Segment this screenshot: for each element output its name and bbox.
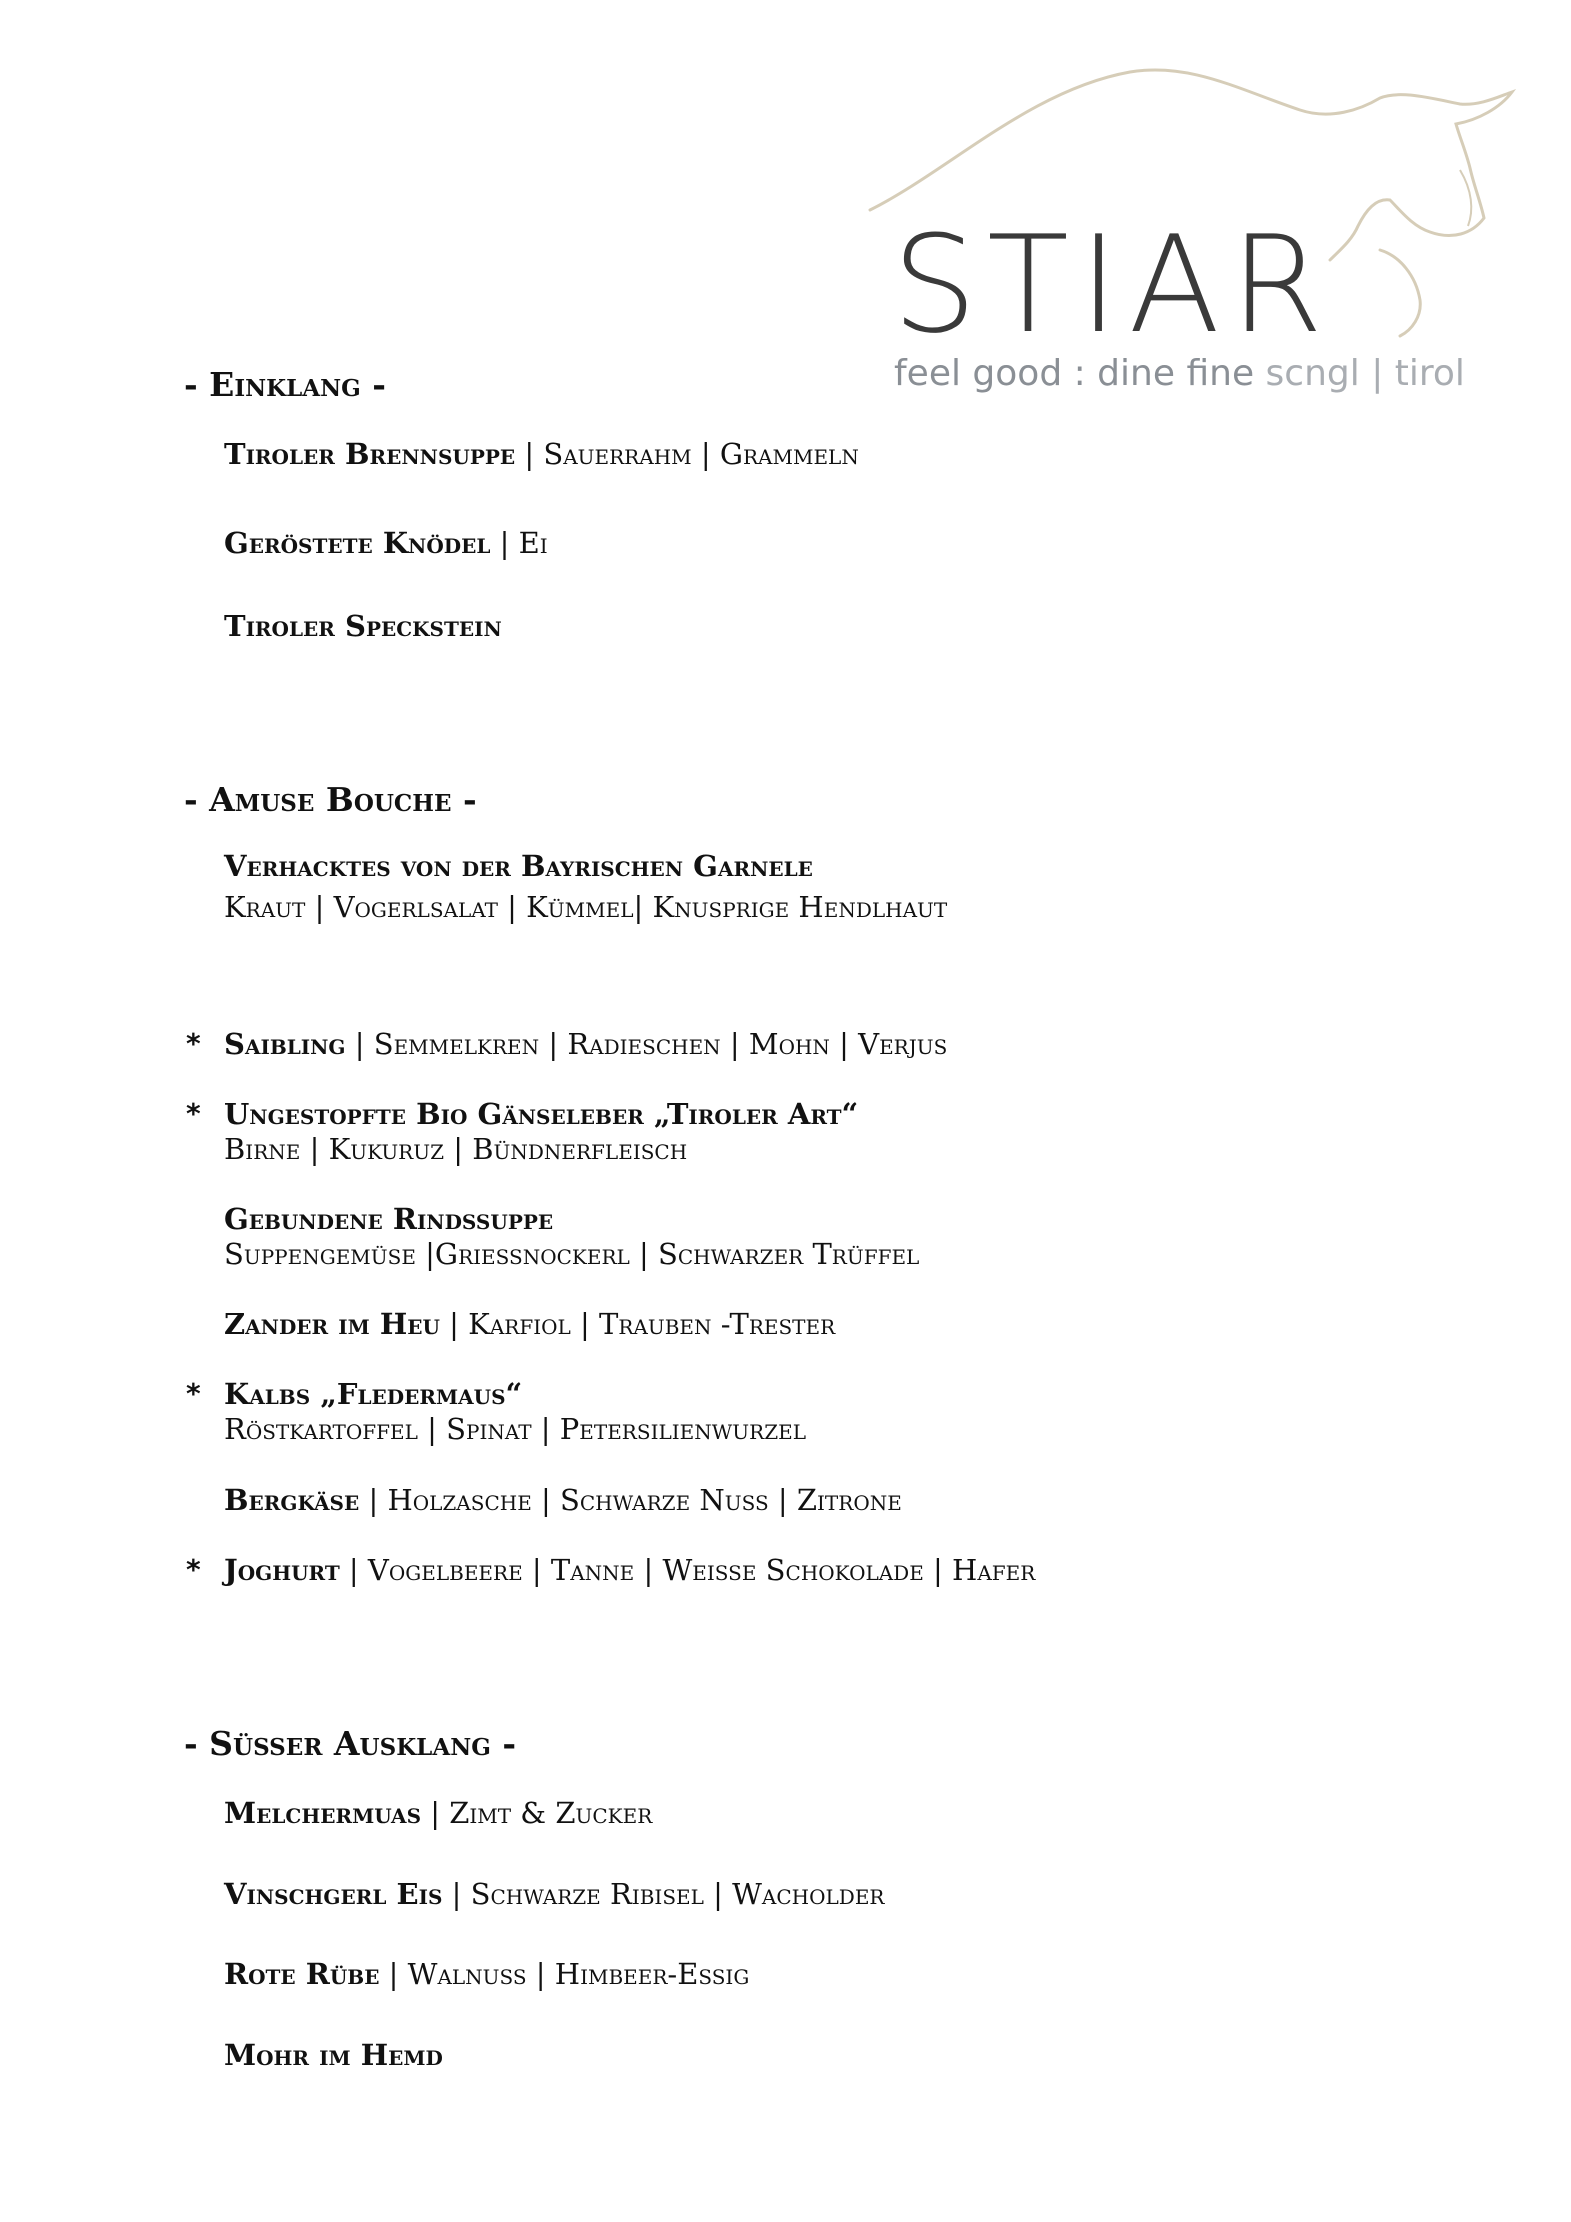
star-marker: * bbox=[186, 1377, 201, 1410]
menu-item-description: Kraut | Vogerlsalat | Kümmel| Knusprige Hendlhaut bbox=[224, 890, 948, 924]
star-marker: * bbox=[186, 1097, 201, 1130]
menu-item-title: Verhacktes von der Bayrischen Garnele bbox=[224, 849, 813, 883]
menu-item: Melchermuas | Zimt & Zucker bbox=[224, 1796, 653, 1830]
menu-item-description: Röstkartoffel | Spinat | Petersilienwurzel bbox=[224, 1412, 806, 1446]
menu-item: Mohr im Hemd bbox=[224, 2038, 443, 2072]
star-marker: * bbox=[186, 1027, 201, 1060]
star-marker: * bbox=[186, 1553, 201, 1586]
menu-item-description: Birne | Kukuruz | Bündnerfleisch bbox=[224, 1132, 688, 1166]
menu-item: Geröstete Knödel | Ei bbox=[224, 526, 548, 560]
menu-item: Zander im Heu | Karfiol | Trauben -Trester bbox=[224, 1307, 836, 1341]
menu-item: Joghurt | Vogelbeere | Tanne | Weisse Schokolade | Hafer bbox=[224, 1553, 1036, 1587]
menu-item-description: Suppengemüse |Griessnockerl | Schwarzer Trüffel bbox=[224, 1237, 920, 1271]
menu-item: Rote Rübe | Walnuss | Himbeer-Essig bbox=[224, 1957, 750, 1991]
menu-item: Bergkäse | Holzasche | Schwarze Nuss | Zitrone bbox=[224, 1483, 902, 1517]
menu-item-title: Gebundene Rindssuppe bbox=[224, 1202, 554, 1236]
menu-item-title: Kalbs „Fledermaus“ bbox=[224, 1377, 523, 1411]
menu-item-title: Ungestopfte Bio Gänseleber „Tiroler Art“ bbox=[224, 1097, 859, 1131]
logo-wordmark: STIAR bbox=[892, 207, 1334, 363]
menu-item: Saibling | Semmelkren | Radieschen | Mohn | Verjus bbox=[224, 1027, 948, 1061]
section-heading-einklang: - Einklang - bbox=[184, 365, 386, 404]
menu-item: Tiroler Speckstein bbox=[224, 609, 502, 643]
section-heading-amuse-bouche: - Amuse Bouche - bbox=[184, 780, 477, 819]
menu-item: Vinschgerl Eis | Schwarze Ribisel | Wacholder bbox=[224, 1877, 885, 1911]
restaurant-logo bbox=[860, 50, 1520, 410]
menu-item: Tiroler Brennsuppe | Sauerrahm | Grammeln bbox=[224, 437, 859, 471]
logo-tagline: feel good : dine fine scngl | tirol bbox=[894, 353, 1465, 394]
section-heading-suesser-ausklang: - Süsser Ausklang - bbox=[184, 1724, 517, 1763]
